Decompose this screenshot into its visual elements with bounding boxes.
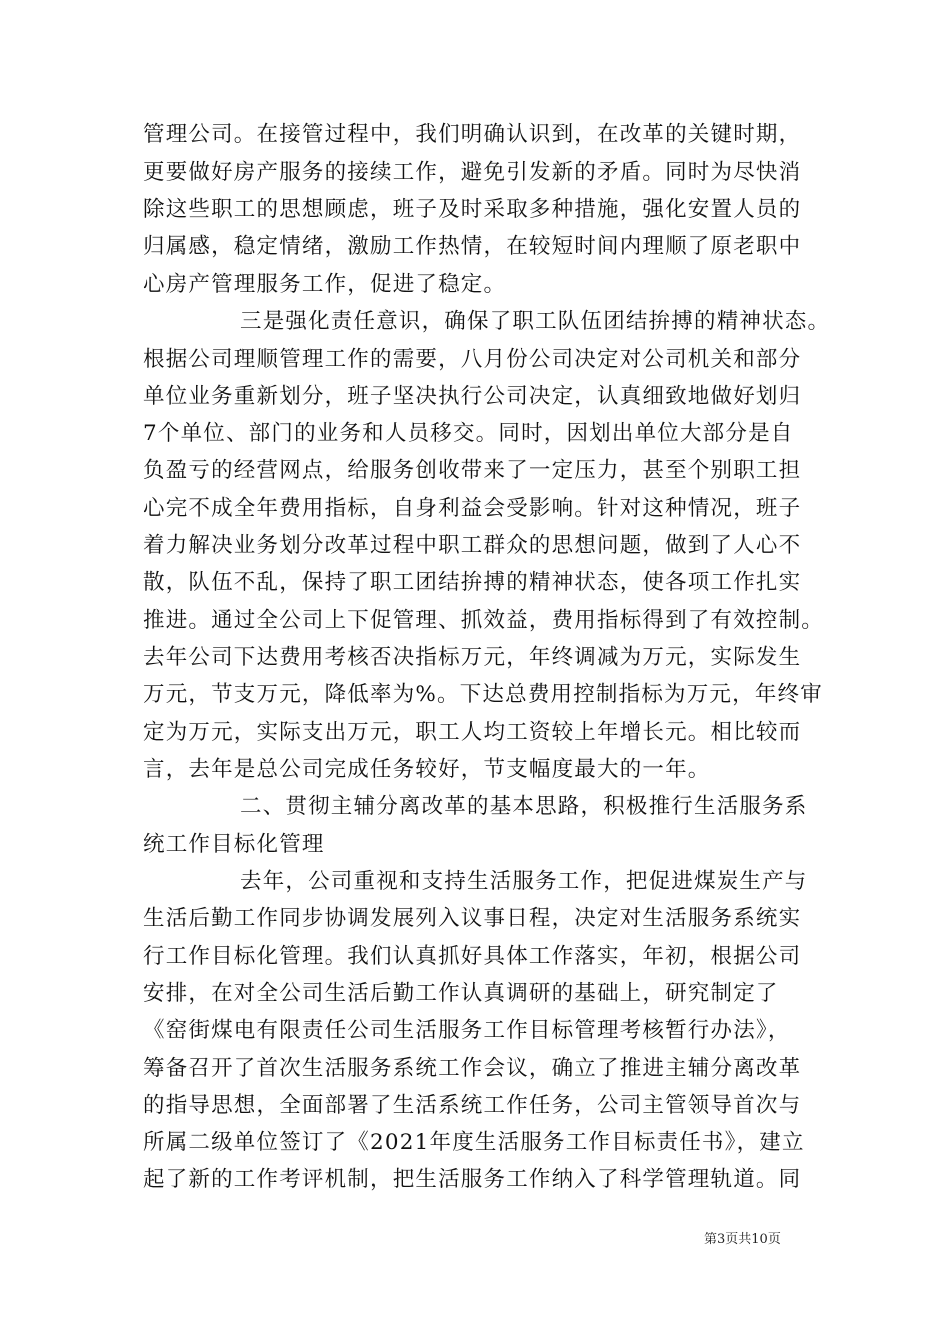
text-line: 7个单位、部门的业务和人员移交。同时，因划出单位大部分是自 — [143, 421, 794, 446]
text-line: 根据公司理顺管理工作的需要，八月份公司决定对公司机关和部分 — [143, 347, 802, 372]
paragraph-first-line: 去年，公司重视和支持生活服务工作，把促进煤炭生产与 — [240, 869, 808, 894]
text-line: 更要做好房产服务的接续工作，避免引发新的矛盾。同时为尽快消 — [143, 160, 802, 185]
text-line: 着力解决业务划分改革过程中职工群众的思想问题，做到了人心不 — [143, 533, 802, 558]
text-line: 单位业务重新划分，班子坚决执行公司决定，认真细致地做好划归 — [143, 384, 802, 409]
text-line: 所属二级单位签订了《2021年度生活服务工作目标责任书》，建立 — [143, 1130, 805, 1155]
text-line: 的指导思想，全面部署了生活系统工作任务，公司主管领导首次与 — [143, 1093, 802, 1118]
text-line: 万元，节支万元，降低率为%。下达总费用控制指标为万元，年终审 — [143, 682, 823, 707]
paragraph-first-line: 三是强化责任意识，确保了职工队伍团结拚搏的精神状态。 — [240, 309, 831, 334]
text-line: 推进。通过全公司上下促管理、抓效益，费用指标得到了有效控制。 — [143, 608, 825, 633]
text-line: 散，队伍不乱，保持了职工团结拚搏的精神状态，使各项工作扎实 — [143, 570, 802, 595]
text-line: 《窑街煤电有限责任公司生活服务工作目标管理考核暂行办法》， — [143, 1018, 791, 1043]
section-heading-continued: 统工作目标化管理 — [143, 832, 325, 857]
text-line: 安排，在对全公司生活后勤工作认真调研的基础上，研究制定了 — [143, 981, 779, 1006]
text-line: 心房产管理服务工作，促进了稳定。 — [143, 272, 507, 297]
section-heading: 二、贯彻主辅分离改革的基本思路，积极推行生活服务系 — [240, 794, 808, 819]
text-line: 言，去年是总公司完成任务较好，节支幅度最大的一年。 — [143, 757, 711, 782]
text-line: 生活后勤工作同步协调发展列入议事日程，决定对生活服务系统实 — [143, 906, 802, 931]
text-line: 归属感，稳定情绪，激励工作热情，在较短时间内理顺了原老职中 — [143, 234, 802, 259]
text-line: 去年公司下达费用考核否决指标万元，年终调减为万元，实际发生 — [143, 645, 802, 670]
text-line: 负盈亏的经营网点，给服务创收带来了一定压力，甚至个别职工担 — [143, 458, 802, 483]
text-line: 行工作目标化管理。我们认真抓好具体工作落实，年初，根据公司 — [143, 944, 802, 969]
text-line: 定为万元，实际支出万元，职工人均工资较上年增长元。相比较而 — [143, 720, 802, 745]
text-line: 除这些职工的思想顾虑，班子及时采取多种措施，强化安置人员的 — [143, 197, 802, 222]
text-line: 筹备召开了首次生活服务系统工作会议，确立了推进主辅分离改革 — [143, 1056, 802, 1081]
text-line: 起了新的工作考评机制，把生活服务工作纳入了科学管理轨道。同 — [143, 1167, 802, 1192]
page-number: 第3页共10页 — [704, 1232, 781, 1247]
text-line: 心完不成全年费用指标，自身利益会受影响。针对这种情况，班子 — [143, 496, 802, 521]
text-line: 管理公司。在接管过程中，我们明确认识到，在改革的关键时期， — [143, 122, 802, 147]
